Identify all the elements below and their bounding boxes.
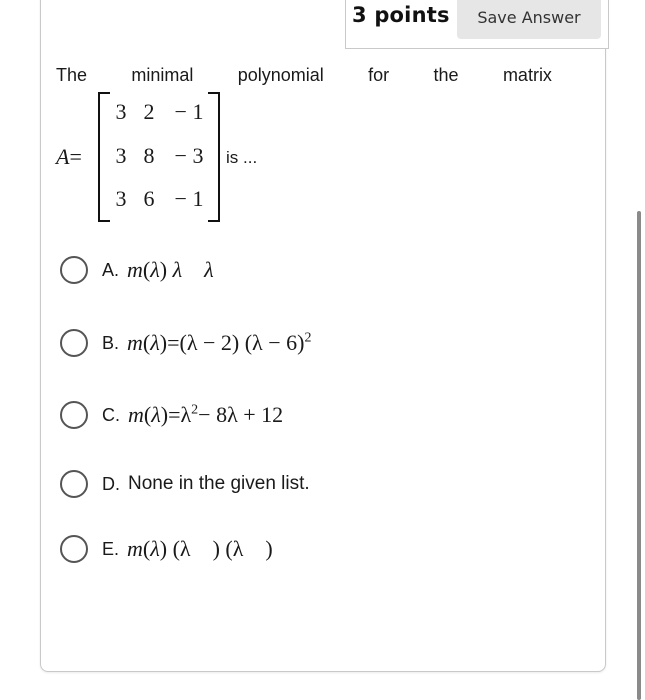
option-math: m(λ) (λ ) (λ ) <box>127 536 273 561</box>
question-word: matrix <box>502 65 552 85</box>
option-letter: A. <box>102 259 120 280</box>
option-letter: C. <box>102 404 120 425</box>
matrix-label: A= <box>56 144 82 169</box>
option-math: m(λ) λ λ <box>127 257 214 282</box>
question-word: for <box>368 65 390 85</box>
radio-d[interactable] <box>60 470 88 498</box>
option-math: $m(\lambda)=\lambda^2- 8\lambda + 12$ <box>128 402 284 427</box>
option-c[interactable] <box>60 397 283 433</box>
option-letter: B. <box>102 332 120 353</box>
question-word: the <box>433 65 459 85</box>
matrix-cell: 8 <box>143 143 155 168</box>
matrix-cell: − 1 <box>174 99 204 124</box>
matrix-cell: 2 <box>143 99 155 124</box>
question-word: polynomial <box>237 65 324 85</box>
option-letter: E. <box>102 538 120 559</box>
option-d[interactable] <box>60 466 310 502</box>
radio-b[interactable] <box>60 329 88 357</box>
matrix-cell: − 3 <box>174 143 204 168</box>
option-letter: D. <box>102 473 120 494</box>
question-text <box>56 65 552 86</box>
radio-e[interactable] <box>60 535 88 563</box>
radio-c[interactable] <box>60 401 88 429</box>
question-word: minimal <box>131 65 194 85</box>
question-suffix: is ... <box>226 148 258 167</box>
option-b[interactable] <box>60 325 311 361</box>
option-a[interactable] <box>60 252 214 288</box>
option-e[interactable] <box>60 531 273 567</box>
option-math: m(λ)=(λ − 2) $(\lambda - 6)^2$ <box>127 330 312 355</box>
scrollbar[interactable] <box>637 211 641 700</box>
matrix-block <box>56 92 356 222</box>
matrix-cell: 6 <box>143 186 155 211</box>
matrix-cell: − 1 <box>174 186 204 211</box>
option-text: None in the given list. <box>128 473 310 494</box>
matrix-cell: 3 <box>115 143 127 168</box>
question-word: The <box>56 65 88 85</box>
radio-a[interactable] <box>60 256 88 284</box>
save-answer-button[interactable]: Save Answer <box>457 0 601 39</box>
matrix-cell: 3 <box>115 186 127 211</box>
points-label: 3 points <box>352 3 450 27</box>
matrix-cell: 3 <box>115 99 127 124</box>
